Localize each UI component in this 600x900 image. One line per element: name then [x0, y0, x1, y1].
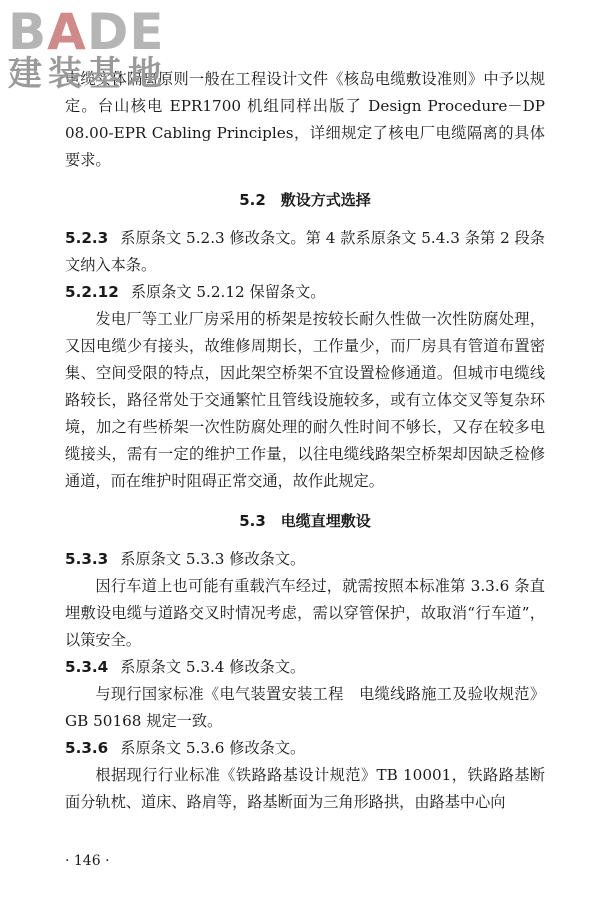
- clause-5-3-6-body: 根据现行行业标准《铁路路基设计规范》TB 10001，铁路路基断面分轨枕、道床、路肩等，路基断面为三角形路拱，由路基中心向: [65, 766, 545, 811]
- logo-letter-a: A: [47, 3, 87, 61]
- watermark-subtitle: 建装基地: [8, 54, 168, 94]
- clause-text: 系原条文 5.3.4 修改条文。: [120, 658, 306, 676]
- clause-text: 系原条文 5.3.3 修改条文。: [120, 550, 306, 568]
- page-number: · 146 ·: [65, 853, 110, 869]
- clause-5-2-3: [65, 225, 545, 279]
- clause-text: 系原条文 5.2.3 修改条文。第 4 款系原条文 5.4.3 条第 2 段条文纳入本条。: [65, 229, 545, 274]
- clause-5-3-6: [65, 735, 545, 762]
- clause-5-3-4: [65, 654, 545, 681]
- watermark-logo-text: [8, 3, 178, 61]
- clause-number: 5.3.6: [65, 739, 109, 757]
- clause-5-2-12: [65, 279, 545, 306]
- section-heading-5-2: 5.2 敷设方式选择: [239, 191, 371, 209]
- clause-number: 5.2.12: [65, 283, 119, 301]
- logo-letters-de: DE: [86, 3, 165, 61]
- clause-number: 5.3.3: [65, 550, 109, 568]
- logo-letter-b: B: [8, 3, 48, 61]
- clause-5-3-4-body: 与现行国家标准《电气装置安装工程 电缆线路施工及验收规范》GB 50168 规定一致。: [65, 685, 545, 730]
- clause-5-3-3: [65, 546, 545, 573]
- clause-text: 系原条文 5.3.6 修改条文。: [120, 739, 306, 757]
- clause-number: 5.2.3: [65, 229, 109, 247]
- intro-paragraph: 电缆实体隔离原则一般在工程设计文件《核岛电缆敷设准则》中予以规定。台山核电 EPR1700 机组同样出版了 Design Procedure－DP 08.00-EPR Cabling Principles，详细规定了核电厂电缆隔离的具体要求。: [65, 70, 545, 169]
- bade-watermark-logo: [8, 3, 178, 94]
- section-heading-5-3: 5.3 电缆直埋敷设: [239, 512, 371, 530]
- clause-text: 系原条文 5.2.12 保留条文。: [130, 283, 326, 301]
- clause-5-3-3-body: 因行车道上也可能有重载汽车经过，就需按照本标准第 3.3.6 条直埋敷设电缆与道路交叉时情况考虑，需以穿管保护，故取消“行车道”，以策安全。: [65, 577, 545, 649]
- clause-5-2-12-body: 发电厂等工业厂房采用的桥架是按较长耐久性做一次性防腐处理，又因电缆少有接头，故维修周期长，工作量少，而厂房具有管道布置密集、空间受限的特点，因此架空桥架不宜设置检修通道。但城市电缆线路较长，路径常处于交通繁忙且管线设施较多，或有立体交叉等复杂环境，加之有些桥架一次性防腐处理的耐久性时间不够长，又存在较多电缆接头，需有一定的维护工作量，以往电缆线路架空桥架却因缺乏检修通道，而在维护时阻碍正常交通，故作此规定。: [65, 310, 545, 490]
- page-body: [65, 66, 545, 816]
- clause-number: 5.3.4: [65, 658, 109, 676]
